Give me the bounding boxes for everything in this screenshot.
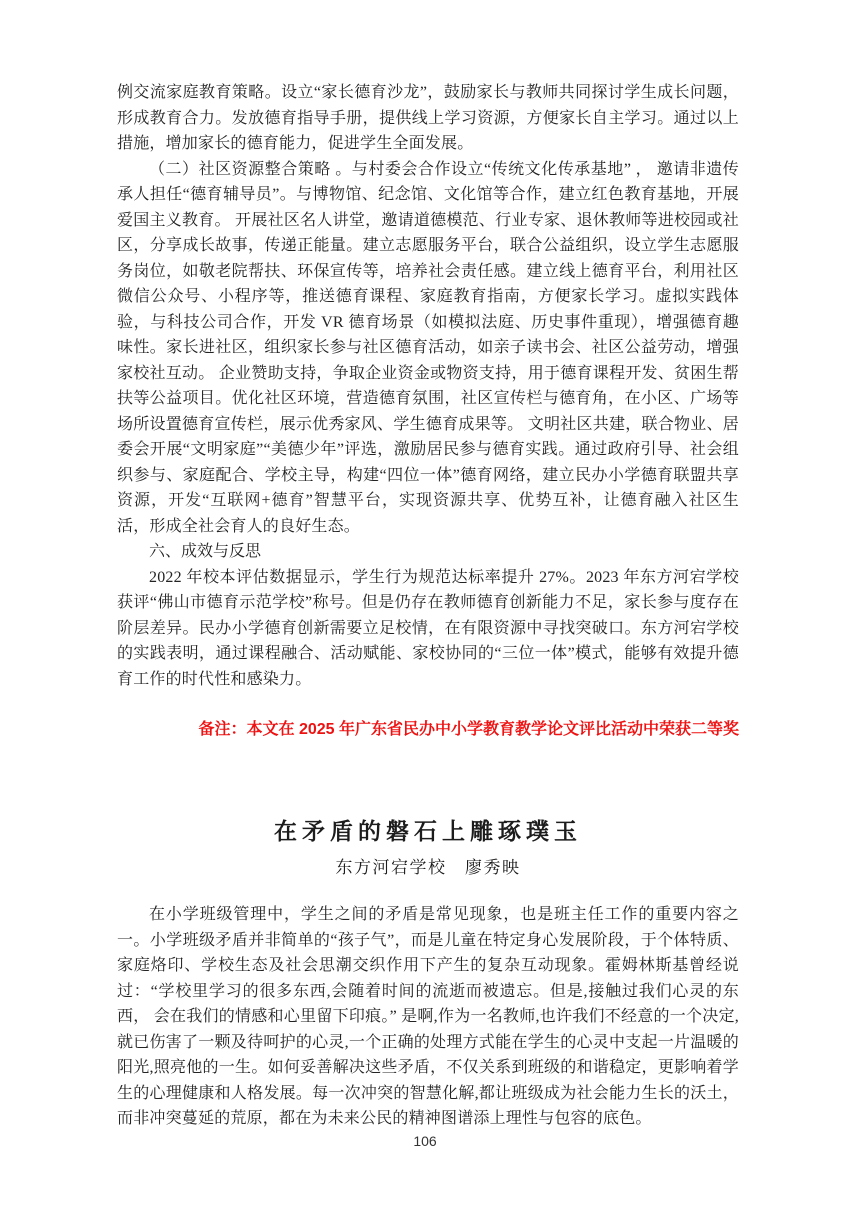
article-title: 在矛盾的磐石上雕琢璞玉: [274, 818, 582, 844]
section-heading-results-reflection: 六、成效与反思: [149, 543, 262, 560]
paragraph-family-education-strategy: 例交流家庭教育策略。设立“家长德育沙龙”，鼓励家长与教师共同探讨学生成长问题，形成教育合力。发放德育指导手册，提供线上学习资源，方便家长自主学习。通过以上措施，增加家长的德育能力，促进学生全面发展。: [117, 84, 739, 152]
paragraph-results-reflection: 2022 年校本评估数据显示，学生行为规范达标率提升 27%。2023 年东方河宕学校获评“佛山市德育示范学校”称号。但是仍存在教师德育创新能力不足，家长参与度存在阶层差异。民办小学德育创新需要立足校情，在有限资源中寻找突破口。东方河宕学校的实践表明，通过课程融合、活动赋能、家校协同的“三位一体”模式，能够有效提升德育工作的时代性和感染力。: [117, 568, 739, 688]
paragraph-community-resource-integration: （二）社区资源整合策略 。与村委会合作设立“传统文化传承基地” ， 邀请非遗传承人担任“德育辅导员”。与博物馆、纪念馆、文化馆等合作，建立红色教育基地，开展爱国主义教育。 开展社区名人讲堂，邀请道德模范、行业专家、退休教师等进校园或社区，分享成长故事，传递正能量。建立志愿服务平台，联合公益组织，设立学生志愿服务岗位，如敬老院帮扶、环保宣传等，培养社会责任感。建立线上德育平台，利用社区微信公众号、小程序等，推送德育课程、家庭教育指南，方便家长学习。虚拟实践体验，与科技公司合作，开发 VR 德育场景（如模拟法庭、历史事件重现），增强德育趣味性。家长进社区，组织家长参与社区德育活动，如亲子读书会、社区公益劳动，增强家校社互动。 企业赞助支持，争取企业资金或物资支持，用于德育课程开发、贫困生帮扶等公益项目。优化社区环境，营造德育氛围，社区宣传栏与德育角，在小区、广场等场所设置德育宣传栏，展示优秀家风、学生德育成果等。 文明社区共建，联合物业、居委会开展“文明家庭”“美德少年”评选，激励居民参与德育实践。通过政府引导、社会组织参与、家庭配合、学校主导，构建“四位一体”德育网络，建立民办小学德育联盟共享资源，开发“互联网+德育”智慧平台，实现资源共享、优势互补，让德育融入社区生活，形成全社会育人的良好生态。: [117, 160, 739, 535]
page-number: 106: [413, 1133, 437, 1149]
page-content: [117, 80, 739, 1132]
award-note: 备注：本文在 2025 年广东省民办中小学教育教学论文评比活动中荣获二等奖: [198, 721, 739, 738]
article-author: 东方河宕学校 廖秀映: [335, 857, 521, 877]
paragraph-classroom-conflict-intro: 在小学班级管理中，学生之间的矛盾是常见现象，也是班主任工作的重要内容之一。小学班级矛盾并非简单的“孩子气”，而是儿童在特定身心发展阶段，于个体特质、家庭烙印、学校生态及社会思潮交织作用下产生的复杂互动现象。霍姆林斯基曾经说过：“学校里学习的很多东西,会随着时间的流逝而被遗忘。但是,接触过我们心灵的东西， 会在我们的情感和心里留下印痕。” 是啊,作为一名教师,也许我们不经意的一个决定,就已伤害了一颗及待呵护的心灵,一个正确的处理方式能在学生的心灵中支起一片温暖的阳光,照亮他的一生。如何妥善解决这些矛盾，不仅关系到班级的和谐稳定，更影响着学生的心理健康和人格发展。每一次冲突的智慧化解,都让班级成为社会能力生长的沃土，而非冲突蔓延的荒原，都在为未来公民的精神图谱添上理性与包容的底色。: [117, 906, 739, 1127]
